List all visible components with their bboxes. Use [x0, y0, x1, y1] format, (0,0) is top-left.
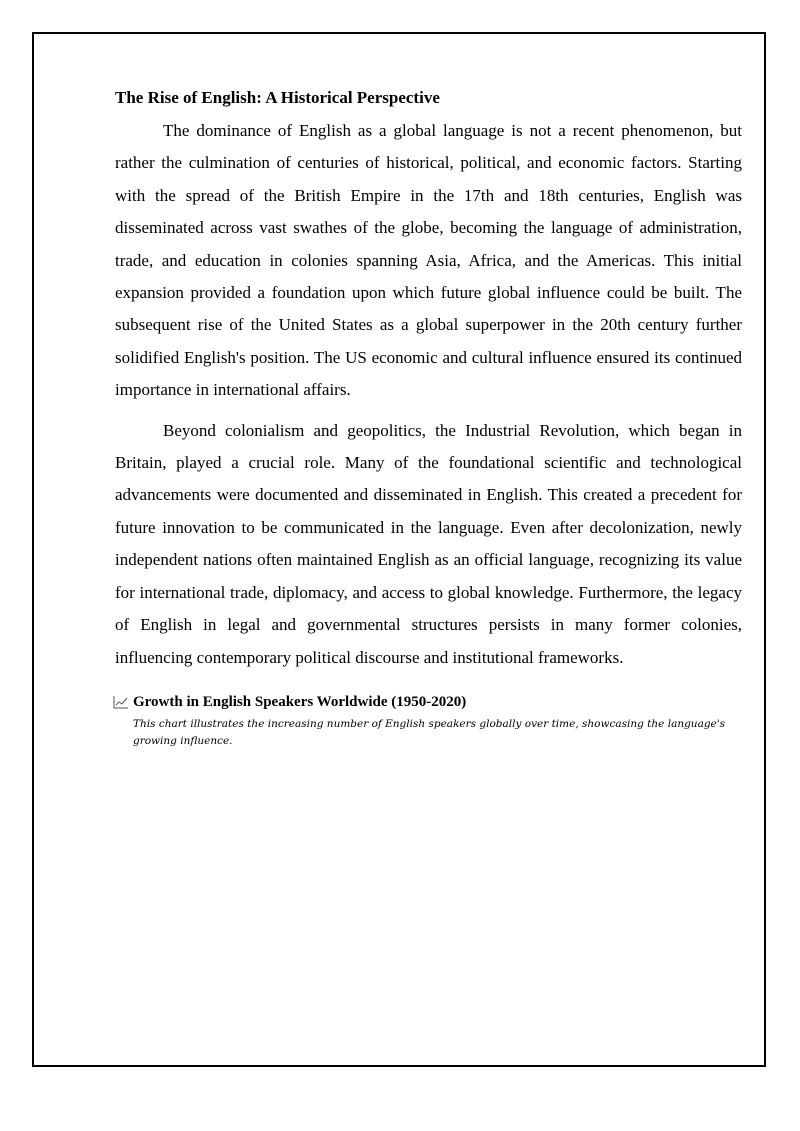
document-body — [115, 86, 742, 750]
chart-description: This chart illustrates the increasing number of English speakers globally over time, showcasing the language's growing influence. — [133, 717, 726, 747]
chart-title: Growth in English Speakers Worldwide (1950-2020) — [133, 693, 467, 710]
line-chart-icon — [113, 695, 129, 709]
section-heading: The Rise of English: A Historical Perspective — [115, 88, 440, 107]
chart-title-row — [113, 692, 742, 712]
paragraph-1: The dominance of English as a global language is not a recent phenomenon, but rather the culmination of centuries of historical, political, and economic factors. Starting with the spread of the British Empire in the 17th and 18th centuries, English was disseminated across vast swathes of the globe, becoming the language of administration, trade, and education in colonies spanning Asia, Africa, and the Americas. This initial expansion provided a foundation upon which future global influence could be built. The subsequent rise of the United States as a global superpower in the 20th century further solidified English's position. The US economic and cultural influence ensured its continued importance in international affairs. — [115, 121, 742, 400]
paragraph-2: Beyond colonialism and geopolitics, the Industrial Revolution, which began in Britain, played a crucial role. Many of the foundational scientific and technological advancements were documented and disseminated in English. This created a precedent for future innovation to be communicated in the language. Even after decolonization, newly independent nations often maintained English as an official language, recognizing its value for international trade, diplomacy, and access to global knowledge. Furthermore, the legacy of English in legal and governmental structures persists in many former colonies, influencing contemporary political discourse and institutional frameworks. — [115, 420, 742, 667]
chart-caption — [115, 692, 742, 750]
